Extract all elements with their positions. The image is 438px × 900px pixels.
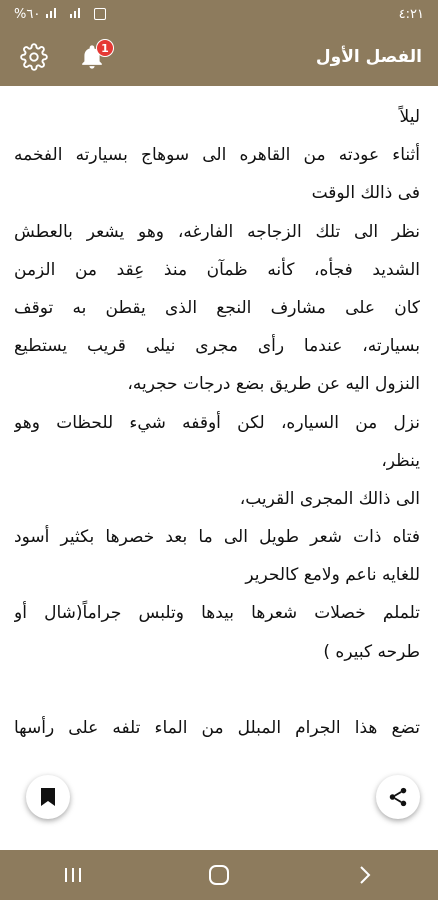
- text-line: بسيارته، عندما رأى مجرى نيلى قريب يستطيع: [14, 336, 420, 357]
- text-line: فتاه ذات شعر طويل الى ما بعد خصرها بكثير أسود: [14, 527, 420, 548]
- notification-status-icon: [94, 8, 106, 20]
- home-icon: [208, 864, 230, 886]
- text-line: تضع هذا الجرام المبلل من الماء تلفه على رأسها: [14, 718, 420, 738]
- battery-text: %٦٠: [14, 6, 41, 22]
- text-line: نزل من السياره، لكن أوقفه شيء للحظات وهو: [14, 412, 420, 433]
- share-icon: [387, 786, 409, 808]
- bookmark-button[interactable]: [26, 775, 70, 819]
- text-line: أثناء عودته من القاهره الى سوهاج بسيارته الفخمه: [14, 145, 420, 166]
- text-line: ينظر،: [381, 450, 420, 471]
- notification-badge: 1: [96, 39, 114, 57]
- signal-icon-2: [70, 6, 88, 22]
- text-line: كان على مشارف النجع الذى يقطن به توقف: [14, 297, 420, 318]
- app-bar: [0, 28, 438, 86]
- text-line: طرحه كبيره ): [323, 641, 420, 662]
- back-button[interactable]: [335, 855, 395, 895]
- text-line: الى ذالك المجرى القريب،: [239, 488, 420, 509]
- signal-icon: [46, 6, 64, 22]
- text-line: ليلاً: [399, 107, 420, 127]
- page-title: الفصل الأول: [315, 47, 422, 67]
- settings-button[interactable]: [16, 39, 52, 75]
- text-line: [14, 671, 420, 709]
- text-line: للغايه ناعم ولامع كالحرير: [245, 565, 420, 586]
- text-line: تلملم خصلات شعرها بيدها وتلبس جراماً(شال أو: [14, 603, 420, 624]
- app-bar-actions: [16, 39, 110, 75]
- recents-icon: [63, 866, 83, 884]
- text-line: فى ذالك الوقت: [311, 183, 420, 204]
- status-bar: [0, 0, 438, 28]
- bookmark-icon: [40, 787, 56, 807]
- recents-button[interactable]: [43, 855, 103, 895]
- text-line: نظر الى تلك الزجاجه الفارغه، وهو يشعر بالعطش: [14, 221, 420, 242]
- home-button[interactable]: [189, 855, 249, 895]
- status-icons: [14, 6, 106, 22]
- text-line: النزول اليه عن طريق بضع درجات حجريه،: [127, 374, 420, 395]
- share-button[interactable]: [376, 775, 420, 819]
- gear-icon: [20, 43, 48, 71]
- chevron-right-icon: [358, 865, 372, 885]
- reader-content[interactable]: [0, 86, 438, 850]
- clock: ٤:٢١: [398, 6, 424, 22]
- system-nav-bar: [0, 850, 438, 900]
- notifications-button[interactable]: [74, 39, 110, 75]
- chapter-text: [0, 86, 438, 747]
- text-line: الشديد فجأه، كأنه ظمآن منذ عِقد من الزمن: [14, 259, 420, 280]
